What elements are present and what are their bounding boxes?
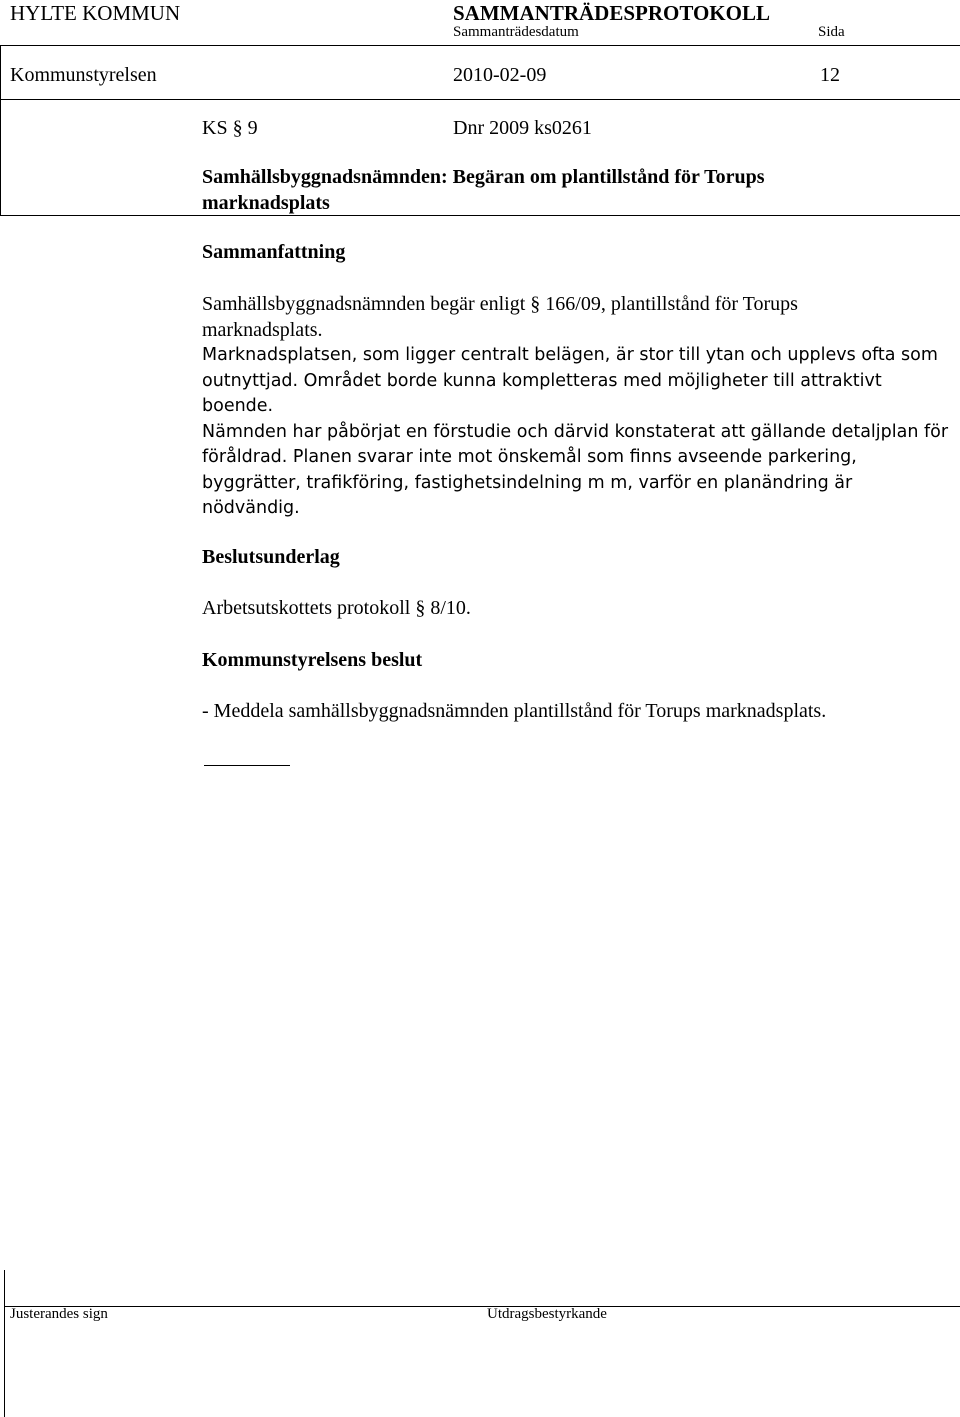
- summary-line: Nämnden har påbörjat en förstudie och därvid konstaterat att gällande detaljplan för: [202, 421, 949, 442]
- meeting-date: 2010-02-09: [453, 64, 547, 86]
- page-number: 12: [820, 64, 840, 86]
- municipality-name: HYLTE KOMMUN: [10, 1, 181, 25]
- footer-top-rule: [4, 1306, 960, 1307]
- basis-text: Arbetsutskottets protokoll § 8/10.: [202, 597, 471, 619]
- basis-heading: Beslutsunderlag: [202, 546, 340, 568]
- item-title: [202, 165, 950, 216]
- date-label: Sammanträdesdatum: [453, 24, 579, 40]
- summary-paragraph-2: [202, 343, 950, 522]
- item-title-line: Samhällsbyggnadsnämnden: Begäran om plantillstånd för Torups: [202, 166, 765, 188]
- header-bottom-rule: [0, 99, 960, 100]
- summary-line: Samhällsbyggnadsnämnden begär enligt § 166/09, plantillstånd för Torups: [202, 293, 798, 315]
- page-label: Sida: [818, 24, 845, 40]
- document-type: SAMMANTRÄDESPROTOKOLL: [453, 1, 770, 25]
- extract-certification-label: Utdragsbestyrkande: [487, 1306, 607, 1322]
- summary-line: outnyttjad. Området borde kunna kompletteras med möjligheter till attraktivt: [202, 370, 882, 391]
- footer-left-rule: [4, 1270, 5, 1417]
- summary-line: nödvändig.: [202, 498, 300, 518]
- title-rule: [0, 215, 960, 216]
- diary-number: Dnr 2009 ks0261: [453, 117, 592, 139]
- committee-name: Kommunstyrelsen: [10, 64, 157, 86]
- summary-line: boende.: [202, 396, 274, 416]
- item-number: KS § 9: [202, 117, 258, 139]
- summary-line: byggrätter, trafikföring, fastighetsindelning m m, varför en planändring är: [202, 472, 853, 493]
- adjuster-sign-label: Justerandes sign: [10, 1306, 108, 1322]
- summary-paragraph-1: [202, 292, 950, 343]
- summary-line: marknadsplats.: [202, 318, 323, 341]
- header-top-rule: [0, 45, 960, 46]
- decision-text: - Meddela samhällsbyggnadsnämnden plantillstånd för Torups marknadsplats.: [202, 700, 827, 722]
- summary-line: Marknadsplatsen, som ligger centralt belägen, är stor till ytan och upplevs ofta som: [202, 345, 938, 365]
- item-title-line: marknadsplats: [202, 191, 330, 214]
- summary-heading: Sammanfattning: [202, 241, 346, 263]
- end-of-section-rule: [204, 765, 290, 766]
- header-left-rule: [0, 45, 1, 215]
- decision-heading: Kommunstyrelsens beslut: [202, 649, 423, 671]
- summary-line: föråldrad. Planen svarar inte mot önskemål som finns avseende parkering,: [202, 447, 857, 467]
